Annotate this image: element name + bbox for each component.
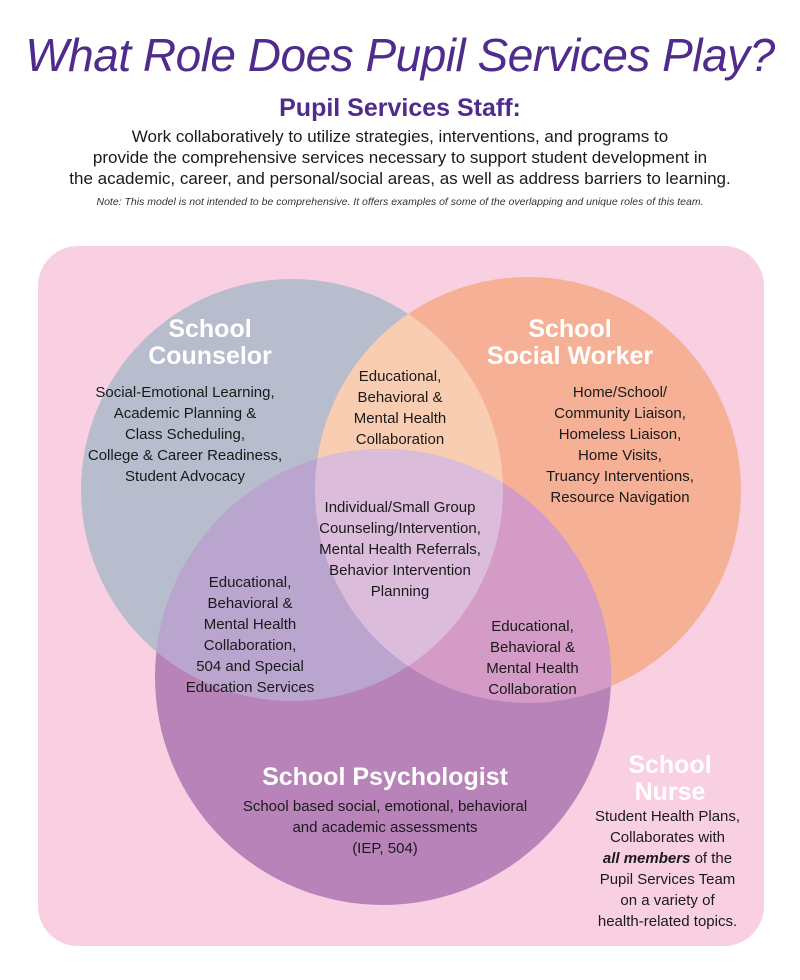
role-item: 504 and Special [196,658,304,675]
role-item: School based social, emotional, behavioral [242,798,528,815]
emphasis-text: all members [602,850,691,867]
description-line: Work collaboratively to utilize strategies, interventions, and programs to [131,127,669,146]
role-item: on a variety of [620,892,715,909]
nurse-heading [590,752,750,806]
counselor-roles [60,382,310,487]
psychologist-roles [200,796,570,859]
role-item: Homeless Liaison, [558,426,682,443]
nurse-roles [575,806,760,932]
role-item: Social-Emotional Learning, [95,384,275,401]
role-text: of the [690,850,733,867]
role-item: Behavior Intervention [329,562,471,579]
heading-line: School [168,315,252,343]
heading-line: School [628,751,712,779]
heading-line: Nurse [634,778,706,806]
role-item: Resource Navigation [550,489,690,506]
role-item: College & Career Readiness, [87,447,283,464]
role-item: Home Visits, [578,447,662,464]
role-item: Behavioral & [357,389,443,406]
role-item: Collaboration [488,681,577,698]
description-line: the academic, career, and personal/social areas, as well as address barriers to learning. [69,169,731,188]
role-item: Collaborates with [609,829,726,846]
heading-line: School [528,315,612,343]
role-item: Academic Planning & [113,405,257,422]
description-line: provide the comprehensive services necessary to support student development in [92,148,708,167]
role-item: Student Health Plans, [594,808,741,825]
heading-line: Social Worker [486,342,654,370]
role-item: Mental Health [486,660,579,677]
counselor-heading [130,316,290,370]
role-item: Behavioral & [207,595,293,612]
role-item: Pupil Services Team [599,871,736,888]
social-worker-heading [460,316,680,370]
role-item: Individual/Small Group [324,499,476,516]
role-item: Home/School/ [572,384,668,401]
psychologist-heading: School Psychologist [262,763,508,791]
role-item: Collaboration [355,431,445,448]
role-item: Truancy Interventions, [546,468,694,485]
role-item: (IEP, 504) [352,840,418,857]
role-item: Education Services [185,679,315,696]
role-item: Counseling/Intervention, [319,520,481,537]
note: Note: This model is not intended to be comprehensive. It offers examples of some of the overlapping and unique roles of this team. [96,196,704,208]
counselor-psychologist-roles [160,572,340,698]
role-item: Educational, [358,368,442,385]
role-item: Mental Health [203,616,297,633]
role-item: Student Advocacy [124,468,246,485]
role-item: health-related topics. [597,913,738,930]
role-item: Community Liaison, [554,405,686,422]
role-item [575,848,760,869]
role-item: Mental Health [353,410,447,427]
page-title: What Role Does Pupil Services Play? [25,29,775,81]
role-item: Collaboration, [203,637,297,654]
role-item: Planning [370,583,430,600]
role-item: Educational, [491,618,574,635]
social-worker-psychologist-roles [460,616,605,700]
role-item: Behavioral & [489,639,576,656]
role-item: Educational, [208,574,292,591]
subtitle: Pupil Services Staff: [279,94,521,122]
role-item: and academic assessments [292,819,478,836]
role-item: Mental Health Referrals, [319,541,481,558]
role-item: Class Scheduling, [124,426,246,443]
heading-line: Counselor [148,342,272,370]
social-worker-roles [520,382,720,508]
counselor-social-worker-roles [325,366,475,450]
